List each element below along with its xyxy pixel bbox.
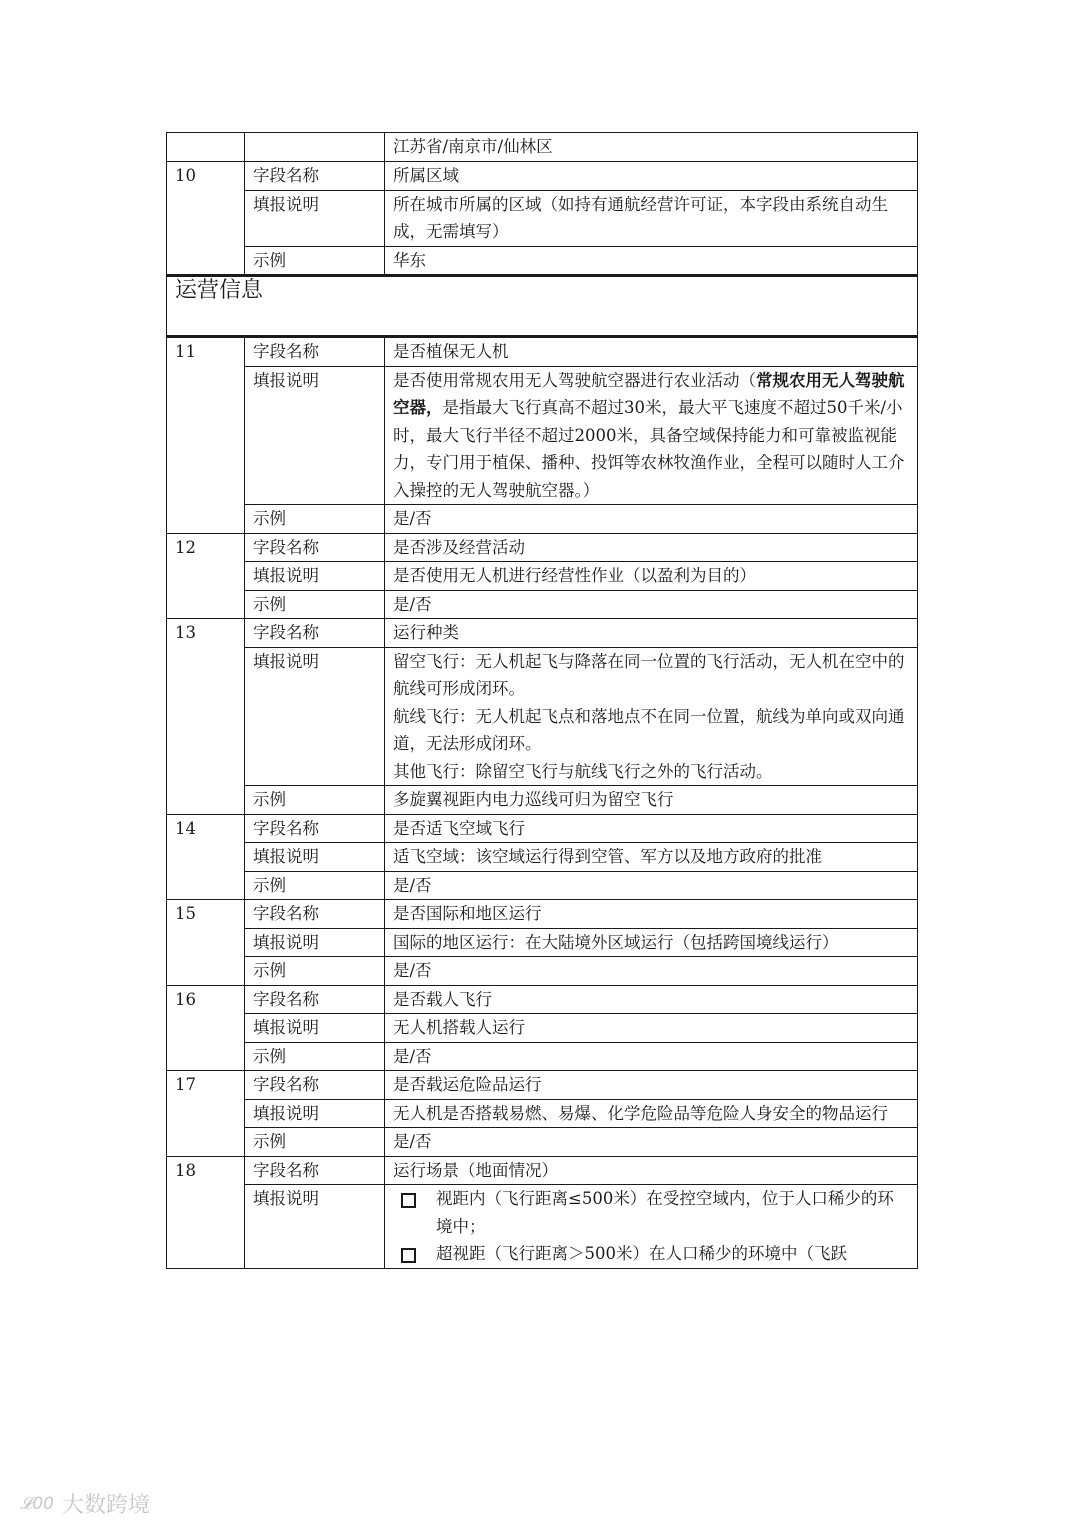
label-cell: 字段名称 <box>245 985 385 1014</box>
note-line: 航线飞行：无人机起飞点和落地点不在同一位置，航线为单向或双向通道，无法形成闭环。 <box>393 706 905 753</box>
table-row <box>167 619 918 648</box>
value-cell: 是/否 <box>385 505 918 534</box>
label-cell: 示例 <box>245 590 385 619</box>
row-number: 17 <box>167 1071 245 1157</box>
table-row <box>167 900 918 929</box>
value-cell <box>385 366 918 505</box>
row-number: 14 <box>167 814 245 900</box>
label-cell: 填报说明 <box>245 1099 385 1128</box>
note-text: 是否使用常规农用无人驾驶航空器进行农业活动（ <box>393 370 756 390</box>
table-row <box>167 957 918 986</box>
value-cell: 是/否 <box>385 1128 918 1157</box>
table-row <box>167 1185 918 1269</box>
note-bold-term: 常规农用无人驾驶航空器 <box>393 370 905 417</box>
value-cell: 多旋翼视距内电力巡线可归为留空飞行 <box>385 786 918 815</box>
value-cell: 运行场景（地面情况） <box>385 1156 918 1185</box>
label-cell: 示例 <box>245 246 385 276</box>
table-row <box>167 871 918 900</box>
value-cell: 所属区域 <box>385 162 918 191</box>
table-row <box>167 337 918 367</box>
watermark-text: 大数跨境 <box>62 1493 151 1518</box>
section-row <box>167 276 918 337</box>
label-cell: 示例 <box>245 871 385 900</box>
watermark <box>20 1488 150 1519</box>
label-cell: 填报说明 <box>245 1185 385 1269</box>
table-row <box>167 1156 918 1185</box>
table-row <box>167 505 918 534</box>
table-row <box>167 562 918 591</box>
label-cell: 示例 <box>245 1128 385 1157</box>
label-cell: 字段名称 <box>245 162 385 191</box>
value-cell: 是否涉及经营活动 <box>385 533 918 562</box>
checkbox-icon <box>401 1248 416 1263</box>
value-cell: 是否使用无人机进行经营性作业（以盈利为目的） <box>385 562 918 591</box>
table-row <box>167 928 918 957</box>
label-cell: 示例 <box>245 1042 385 1071</box>
value-cell: 运行种类 <box>385 619 918 648</box>
value-cell: 是否适飞空域飞行 <box>385 814 918 843</box>
checkbox-option <box>393 1185 909 1240</box>
label-cell: 填报说明 <box>245 843 385 872</box>
note-bold-comma: ， <box>426 398 443 417</box>
table-row <box>167 814 918 843</box>
label-cell: 字段名称 <box>245 1071 385 1100</box>
watermark-logo-icon: 𝓛00 <box>20 1493 54 1514</box>
table-row <box>167 843 918 872</box>
label-cell <box>245 133 385 162</box>
num-cell <box>167 133 245 162</box>
table-row <box>167 1014 918 1043</box>
label-cell: 填报说明 <box>245 928 385 957</box>
table-row <box>167 985 918 1014</box>
label-cell: 填报说明 <box>245 647 385 786</box>
checkbox-icon <box>401 1193 416 1208</box>
table-row <box>167 1099 918 1128</box>
checkbox-option <box>393 1240 909 1268</box>
note-line: 留空飞行：无人机起飞与降落在同一位置的飞行活动，无人机在空中的航线可形成闭环。 <box>393 651 905 698</box>
table-row <box>167 533 918 562</box>
label-cell: 填报说明 <box>245 1014 385 1043</box>
label-cell: 字段名称 <box>245 619 385 648</box>
table-row <box>167 590 918 619</box>
table-row <box>167 190 918 246</box>
value-cell: 是否植保无人机 <box>385 337 918 367</box>
note-text: 是指最大飞行真高不超过30米，最大平飞速度不超过50千米/小时，最大飞行半径不超过2000米，具备空域保持能力和可靠被监视能力，专门用于植保、播种、投饵等农林牧渔作业，全程可以随时人工介入操控的无人驾驶航空器。） <box>393 398 905 500</box>
label-cell: 示例 <box>245 957 385 986</box>
table-row <box>167 1042 918 1071</box>
row-number: 13 <box>167 619 245 815</box>
value-cell: 适飞空域：该空域运行得到空管、军方以及地方政府的批准 <box>385 843 918 872</box>
value-cell: 是/否 <box>385 957 918 986</box>
value-cell: 华东 <box>385 246 918 276</box>
value-cell: 是/否 <box>385 590 918 619</box>
table-row <box>167 1128 918 1157</box>
table-row <box>167 786 918 815</box>
label-cell: 字段名称 <box>245 533 385 562</box>
value-cell <box>385 1185 918 1269</box>
value-cell: 无人机是否搭载易燃、易爆、化学危险品等危险人身安全的物品运行 <box>385 1099 918 1128</box>
value-cell: 江苏省/南京市/仙林区 <box>385 133 918 162</box>
checkbox-label: 视距内（飞行距离≤500米）在受控空域内，位于人口稀少的环境中； <box>436 1189 894 1236</box>
value-cell: 所在城市所属的区域（如持有通航经营许可证，本字段由系统自动生成，无需填写） <box>385 190 918 246</box>
label-cell: 填报说明 <box>245 562 385 591</box>
label-cell: 字段名称 <box>245 814 385 843</box>
label-cell: 填报说明 <box>245 190 385 246</box>
value-cell: 是否载人飞行 <box>385 985 918 1014</box>
label-cell: 字段名称 <box>245 900 385 929</box>
checkbox-label: 超视距（飞行距离＞500米）在人口稀少的环境中（飞跃 <box>436 1244 847 1263</box>
value-cell: 是/否 <box>385 1042 918 1071</box>
table-row <box>167 133 918 162</box>
label-cell: 示例 <box>245 505 385 534</box>
value-cell: 是/否 <box>385 871 918 900</box>
row-number: 15 <box>167 900 245 986</box>
table-row <box>167 1071 918 1100</box>
note-line: 其他飞行：除留空飞行与航线飞行之外的飞行活动。 <box>393 761 773 781</box>
value-cell: 国际的地区运行：在大陆境外区域运行（包括跨国境线运行） <box>385 928 918 957</box>
data-dictionary-table <box>166 132 918 1269</box>
label-cell: 示例 <box>245 786 385 815</box>
row-number: 18 <box>167 1156 245 1268</box>
row-number: 12 <box>167 533 245 619</box>
value-cell: 无人机搭载人运行 <box>385 1014 918 1043</box>
row-number: 10 <box>167 162 245 276</box>
table-row <box>167 162 918 191</box>
label-cell: 填报说明 <box>245 366 385 505</box>
value-cell: 是否载运危险品运行 <box>385 1071 918 1100</box>
row-number: 11 <box>167 337 245 534</box>
label-cell: 字段名称 <box>245 337 385 367</box>
label-cell: 字段名称 <box>245 1156 385 1185</box>
section-title: 运营信息 <box>167 276 918 337</box>
table-row <box>167 246 918 276</box>
table-row <box>167 647 918 786</box>
table-row <box>167 366 918 505</box>
value-cell: 是否国际和地区运行 <box>385 900 918 929</box>
value-cell <box>385 647 918 786</box>
row-number: 16 <box>167 985 245 1071</box>
